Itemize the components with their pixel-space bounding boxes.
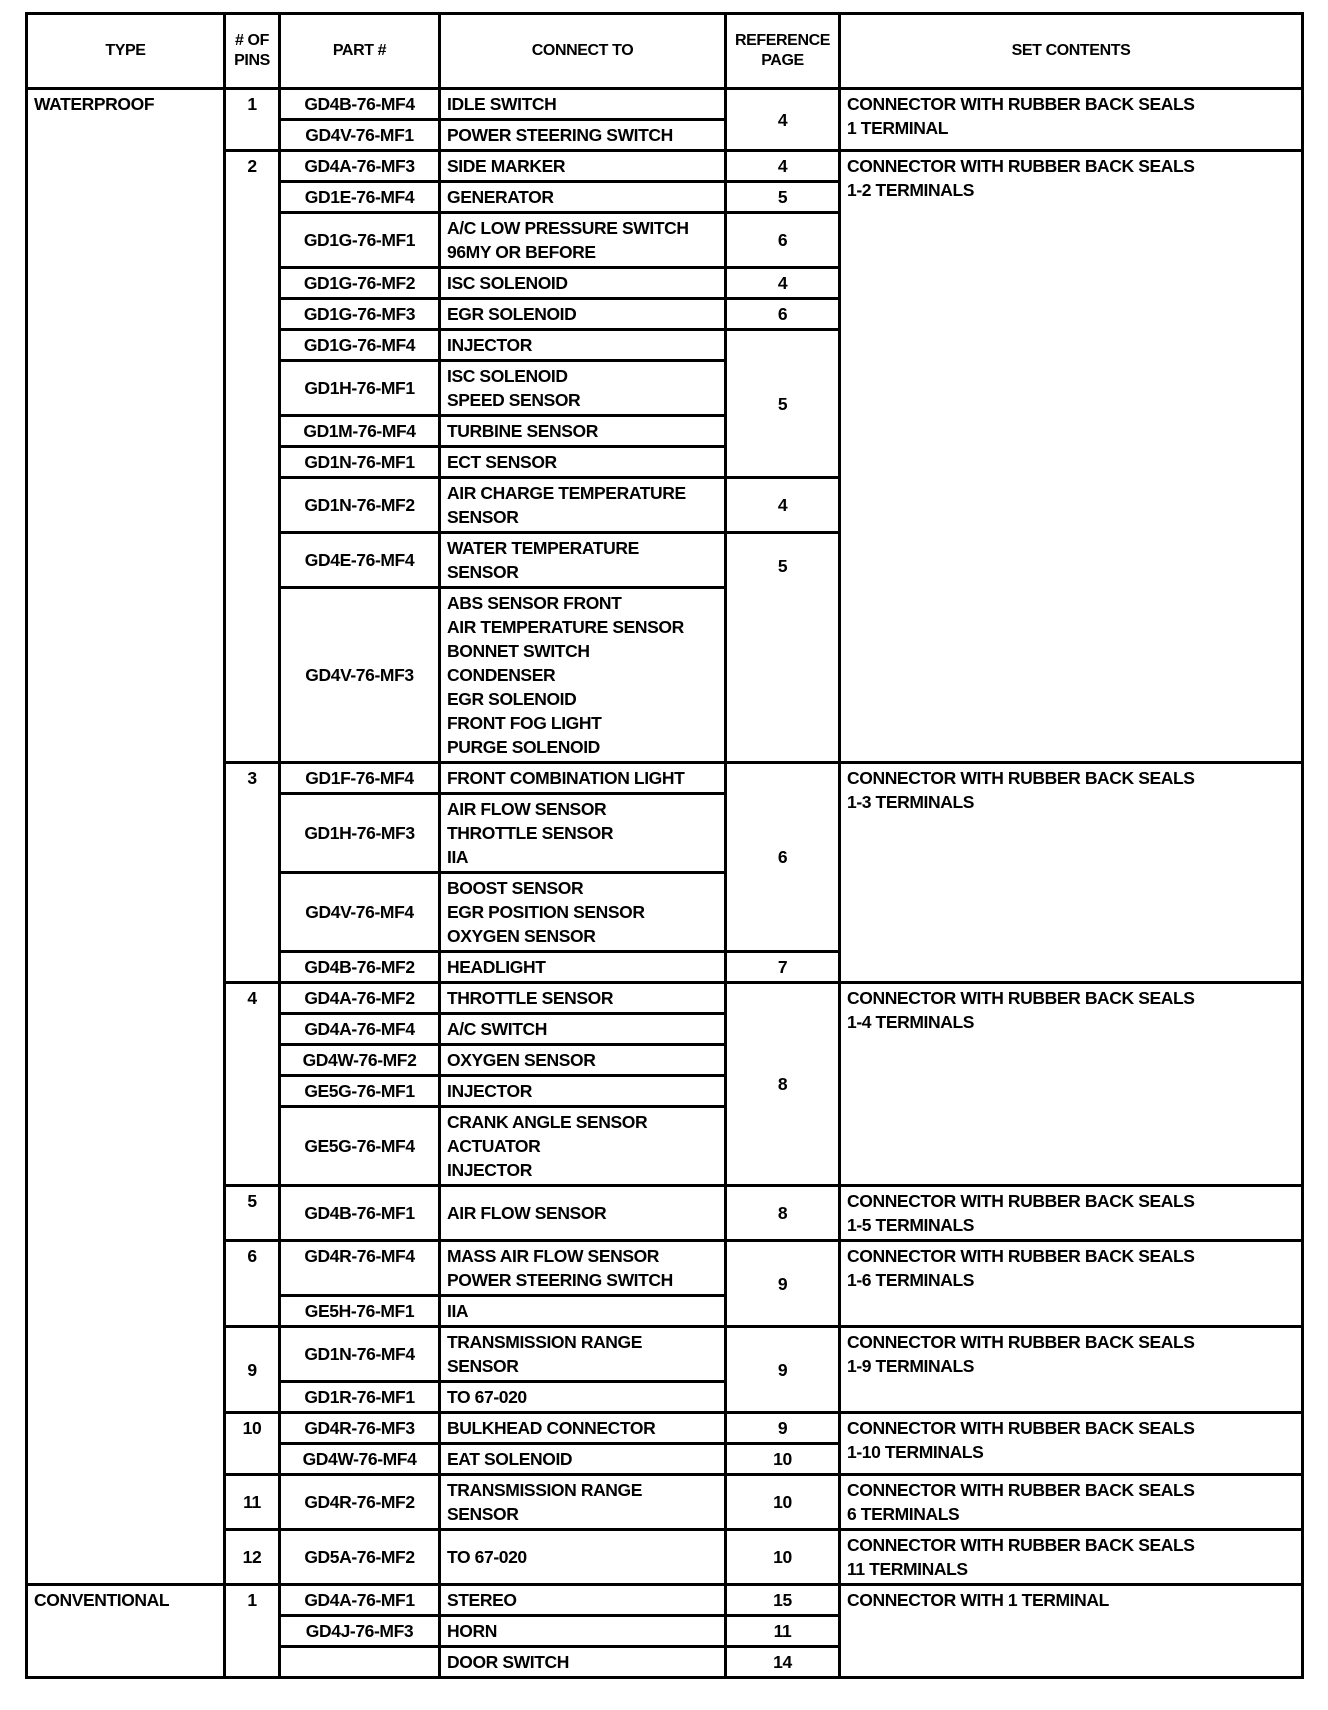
header-type: TYPE — [27, 14, 225, 89]
connect-line: EGR POSITION SENSOR — [447, 902, 645, 922]
connect-cell — [440, 1241, 726, 1296]
pins-cell: 12 — [225, 1530, 280, 1585]
connect-line: TRANSMISSION RANGE — [447, 1332, 643, 1352]
set-cell — [840, 763, 1303, 983]
part-cell: GD4J-76-MF3 — [280, 1616, 440, 1647]
connect-line: SENSOR — [447, 562, 519, 582]
part-cell: GD4A-76-MF3 — [280, 151, 440, 182]
type-cell: CONVENTIONAL — [27, 1585, 225, 1678]
connect-cell — [440, 299, 726, 330]
connect-line: SENSOR — [447, 1504, 519, 1524]
set-line: CONNECTOR WITH RUBBER BACK SEALS — [847, 94, 1195, 114]
ref-cell: 6 — [726, 213, 840, 268]
pins-cell: 9 — [225, 1327, 280, 1413]
set-cell — [840, 1475, 1303, 1530]
connect-cell — [440, 763, 726, 794]
connect-cell — [440, 873, 726, 952]
ref-cell: 5 — [726, 330, 840, 478]
set-cell — [840, 1186, 1303, 1241]
set-line: 1-5 TERMINALS — [847, 1215, 975, 1235]
pins-cell: 5 — [225, 1186, 280, 1241]
connect-line: SENSOR — [447, 507, 519, 527]
connect-line: IDLE SWITCH — [447, 94, 557, 114]
ref-cell: 9 — [726, 1327, 840, 1413]
connect-line: IIA — [447, 1301, 469, 1321]
connect-line: THROTTLE SENSOR — [447, 823, 614, 843]
connect-line: AIR TEMPERATURE SENSOR — [447, 617, 684, 637]
connect-cell — [440, 416, 726, 447]
connect-line: DOOR SWITCH — [447, 1652, 569, 1672]
connect-line: HEADLIGHT — [447, 957, 546, 977]
connect-line: AIR FLOW SENSOR — [447, 1203, 607, 1223]
connect-cell — [440, 447, 726, 478]
pins-cell: 6 — [225, 1241, 280, 1327]
set-cell — [840, 1530, 1303, 1585]
set-line: 1 TERMINAL — [847, 118, 949, 138]
table-row — [27, 1585, 1303, 1616]
header-connect-to: CONNECT TO — [440, 14, 726, 89]
connect-line: EGR SOLENOID — [447, 689, 577, 709]
connect-line: TO 67-020 — [447, 1387, 527, 1407]
pins-cell: 2 — [225, 151, 280, 763]
connect-cell — [440, 1382, 726, 1413]
ref-cell: 5 — [726, 533, 840, 763]
set-cell — [840, 151, 1303, 763]
pins-cell: 1 — [225, 1585, 280, 1678]
connect-line: ISC SOLENOID — [447, 366, 568, 386]
connect-cell — [440, 1296, 726, 1327]
header-pins: # OF PINS — [225, 14, 280, 89]
part-cell: GD4V-76-MF4 — [280, 873, 440, 952]
set-line: CONNECTOR WITH 1 TERMINAL — [847, 1590, 1109, 1610]
ref-cell: 7 — [726, 952, 840, 983]
connect-cell — [440, 1530, 726, 1585]
connect-cell — [440, 182, 726, 213]
connect-line: GENERATOR — [447, 187, 554, 207]
connect-line: IIA — [447, 847, 469, 867]
connect-line: SPEED SENSOR — [447, 390, 581, 410]
connect-line: INJECTOR — [447, 335, 532, 355]
connect-cell — [440, 268, 726, 299]
connect-cell — [440, 478, 726, 533]
part-cell: GD4B-76-MF2 — [280, 952, 440, 983]
connect-cell — [440, 983, 726, 1014]
set-cell — [840, 1327, 1303, 1413]
connect-cell — [440, 1444, 726, 1475]
part-cell: GD1H-76-MF3 — [280, 794, 440, 873]
ref-cell: 9 — [726, 1241, 840, 1327]
connect-cell — [440, 1327, 726, 1382]
header-row — [27, 14, 1303, 89]
connect-line: AIR CHARGE TEMPERATURE — [447, 483, 686, 503]
ref-cell: 4 — [726, 151, 840, 182]
connect-cell — [440, 1616, 726, 1647]
connect-line: POWER STEERING SWITCH — [447, 125, 673, 145]
connect-line: FRONT COMBINATION LIGHT — [447, 768, 685, 788]
connect-line: CRANK ANGLE SENSOR — [447, 1112, 648, 1132]
connect-line: WATER TEMPERATURE — [447, 538, 639, 558]
connect-line: SENSOR — [447, 1356, 519, 1376]
part-cell: GE5G-76-MF4 — [280, 1107, 440, 1186]
connect-cell — [440, 151, 726, 182]
set-line: CONNECTOR WITH RUBBER BACK SEALS — [847, 1191, 1195, 1211]
connect-cell — [440, 330, 726, 361]
ref-cell: 4 — [726, 89, 840, 151]
part-cell: GD4B-76-MF1 — [280, 1186, 440, 1241]
part-cell: GD4A-76-MF1 — [280, 1585, 440, 1616]
ref-cell: 6 — [726, 299, 840, 330]
ref-cell: 8 — [726, 983, 840, 1186]
ref-cell: 14 — [726, 1647, 840, 1678]
connect-cell — [440, 1647, 726, 1678]
set-line: 1-2 TERMINALS — [847, 180, 975, 200]
connect-line: FRONT FOG LIGHT — [447, 713, 602, 733]
set-cell — [840, 983, 1303, 1186]
connect-cell — [440, 1475, 726, 1530]
connect-line: THROTTLE SENSOR — [447, 988, 614, 1008]
connect-line: BONNET SWITCH — [447, 641, 590, 661]
set-cell — [840, 1413, 1303, 1475]
connect-cell — [440, 533, 726, 588]
part-cell: GD4E-76-MF4 — [280, 533, 440, 588]
part-cell: GD1G-76-MF4 — [280, 330, 440, 361]
part-cell: GD4R-76-MF2 — [280, 1475, 440, 1530]
connect-cell — [440, 1413, 726, 1444]
pins-cell: 10 — [225, 1413, 280, 1475]
connect-line: SIDE MARKER — [447, 156, 566, 176]
ref-cell: 11 — [726, 1616, 840, 1647]
connect-line: ISC SOLENOID — [447, 273, 568, 293]
connect-cell — [440, 89, 726, 120]
part-cell: GD1G-76-MF1 — [280, 213, 440, 268]
connect-line: CONDENSER — [447, 665, 556, 685]
set-cell — [840, 1585, 1303, 1678]
part-cell: GD1H-76-MF1 — [280, 361, 440, 416]
ref-cell: 5 — [726, 182, 840, 213]
connect-line: OXYGEN SENSOR — [447, 1050, 596, 1070]
set-line: CONNECTOR WITH RUBBER BACK SEALS — [847, 1480, 1195, 1500]
part-cell: GD4V-76-MF1 — [280, 120, 440, 151]
set-line: 1-4 TERMINALS — [847, 1012, 975, 1032]
set-line: CONNECTOR WITH RUBBER BACK SEALS — [847, 1418, 1195, 1438]
ref-cell: 4 — [726, 478, 840, 533]
set-line: CONNECTOR WITH RUBBER BACK SEALS — [847, 1535, 1195, 1555]
connect-line: OXYGEN SENSOR — [447, 926, 596, 946]
connect-cell — [440, 1107, 726, 1186]
set-line: CONNECTOR WITH RUBBER BACK SEALS — [847, 1246, 1195, 1266]
ref-cell: 9 — [726, 1413, 840, 1444]
pins-cell: 1 — [225, 89, 280, 151]
connect-cell — [440, 1186, 726, 1241]
connect-cell — [440, 1585, 726, 1616]
connect-line: INJECTOR — [447, 1081, 532, 1101]
connect-cell — [440, 1014, 726, 1045]
part-cell: GD1G-76-MF2 — [280, 268, 440, 299]
connect-line: 96MY OR BEFORE — [447, 242, 596, 262]
connect-line: BOOST SENSOR — [447, 878, 584, 898]
connect-line: EAT SOLENOID — [447, 1449, 573, 1469]
part-cell: GD1R-76-MF1 — [280, 1382, 440, 1413]
set-line: CONNECTOR WITH RUBBER BACK SEALS — [847, 156, 1195, 176]
connector-table — [25, 12, 1304, 1679]
header-reference-page: REFERENCE PAGE — [726, 14, 840, 89]
part-cell: GD1G-76-MF3 — [280, 299, 440, 330]
connect-line: A/C LOW PRESSURE SWITCH — [447, 218, 689, 238]
connect-cell — [440, 1045, 726, 1076]
connect-line: TURBINE SENSOR — [447, 421, 598, 441]
connect-cell — [440, 120, 726, 151]
connect-line: POWER STEERING SWITCH — [447, 1270, 673, 1290]
part-cell: GE5G-76-MF1 — [280, 1076, 440, 1107]
connect-line: ACTUATOR — [447, 1136, 541, 1156]
connect-cell — [440, 952, 726, 983]
header-set-contents: SET CONTENTS — [840, 14, 1303, 89]
part-cell: GD1N-76-MF1 — [280, 447, 440, 478]
pins-cell: 11 — [225, 1475, 280, 1530]
ref-cell: 15 — [726, 1585, 840, 1616]
set-cell — [840, 89, 1303, 151]
connect-cell — [440, 588, 726, 763]
part-cell: GD4V-76-MF3 — [280, 588, 440, 763]
part-cell: GD4R-76-MF3 — [280, 1413, 440, 1444]
connect-line: ECT SENSOR — [447, 452, 557, 472]
type-cell: WATERPROOF — [27, 89, 225, 1585]
part-cell: GD5A-76-MF2 — [280, 1530, 440, 1585]
set-line: 1-10 TERMINALS — [847, 1442, 984, 1462]
set-line: 1-9 TERMINALS — [847, 1356, 975, 1376]
connect-line: INJECTOR — [447, 1160, 532, 1180]
part-cell: GE5H-76-MF1 — [280, 1296, 440, 1327]
part-cell: GD4W-76-MF2 — [280, 1045, 440, 1076]
part-cell: GD1M-76-MF4 — [280, 416, 440, 447]
ref-cell: 4 — [726, 268, 840, 299]
part-cell: GD4A-76-MF2 — [280, 983, 440, 1014]
connect-line: BULKHEAD CONNECTOR — [447, 1418, 656, 1438]
connect-line: EGR SOLENOID — [447, 304, 577, 324]
set-line: CONNECTOR WITH RUBBER BACK SEALS — [847, 988, 1195, 1008]
set-line: CONNECTOR WITH RUBBER BACK SEALS — [847, 768, 1195, 788]
connect-line: TO 67-020 — [447, 1547, 527, 1567]
ref-cell: 8 — [726, 1186, 840, 1241]
connect-cell — [440, 213, 726, 268]
ref-cell: 6 — [726, 763, 840, 952]
connect-cell — [440, 794, 726, 873]
connect-line: MASS AIR FLOW SENSOR — [447, 1246, 660, 1266]
set-line: 11 TERMINALS — [847, 1559, 968, 1579]
set-line: 6 TERMINALS — [847, 1504, 960, 1524]
part-cell: GD4A-76-MF4 — [280, 1014, 440, 1045]
table-row — [27, 89, 1303, 120]
set-line: 1-3 TERMINALS — [847, 792, 975, 812]
part-cell: GD1N-76-MF4 — [280, 1327, 440, 1382]
part-cell: GD1N-76-MF2 — [280, 478, 440, 533]
set-cell — [840, 1241, 1303, 1327]
part-cell: GD1F-76-MF4 — [280, 763, 440, 794]
part-cell: GD4R-76-MF4 — [280, 1241, 440, 1296]
connect-line: A/C SWITCH — [447, 1019, 548, 1039]
set-line: CONNECTOR WITH RUBBER BACK SEALS — [847, 1332, 1195, 1352]
connect-line: HORN — [447, 1621, 497, 1641]
connect-line: TRANSMISSION RANGE — [447, 1480, 643, 1500]
header-part: PART # — [280, 14, 440, 89]
connect-line: ABS SENSOR FRONT — [447, 593, 622, 613]
connect-cell — [440, 361, 726, 416]
set-line: 1-6 TERMINALS — [847, 1270, 975, 1290]
part-cell: GD1E-76-MF4 — [280, 182, 440, 213]
ref-cell: 10 — [726, 1530, 840, 1585]
connect-line: STEREO — [447, 1590, 517, 1610]
ref-cell: 10 — [726, 1475, 840, 1530]
connector-table-sheet — [25, 12, 1301, 1710]
connect-line: PURGE SOLENOID — [447, 737, 600, 757]
pins-cell: 3 — [225, 763, 280, 983]
connect-line: AIR FLOW SENSOR — [447, 799, 607, 819]
part-cell: GD4W-76-MF4 — [280, 1444, 440, 1475]
ref-cell: 10 — [726, 1444, 840, 1475]
connect-cell — [440, 1076, 726, 1107]
part-cell — [280, 1647, 440, 1678]
pins-cell: 4 — [225, 983, 280, 1186]
part-cell: GD4B-76-MF4 — [280, 89, 440, 120]
